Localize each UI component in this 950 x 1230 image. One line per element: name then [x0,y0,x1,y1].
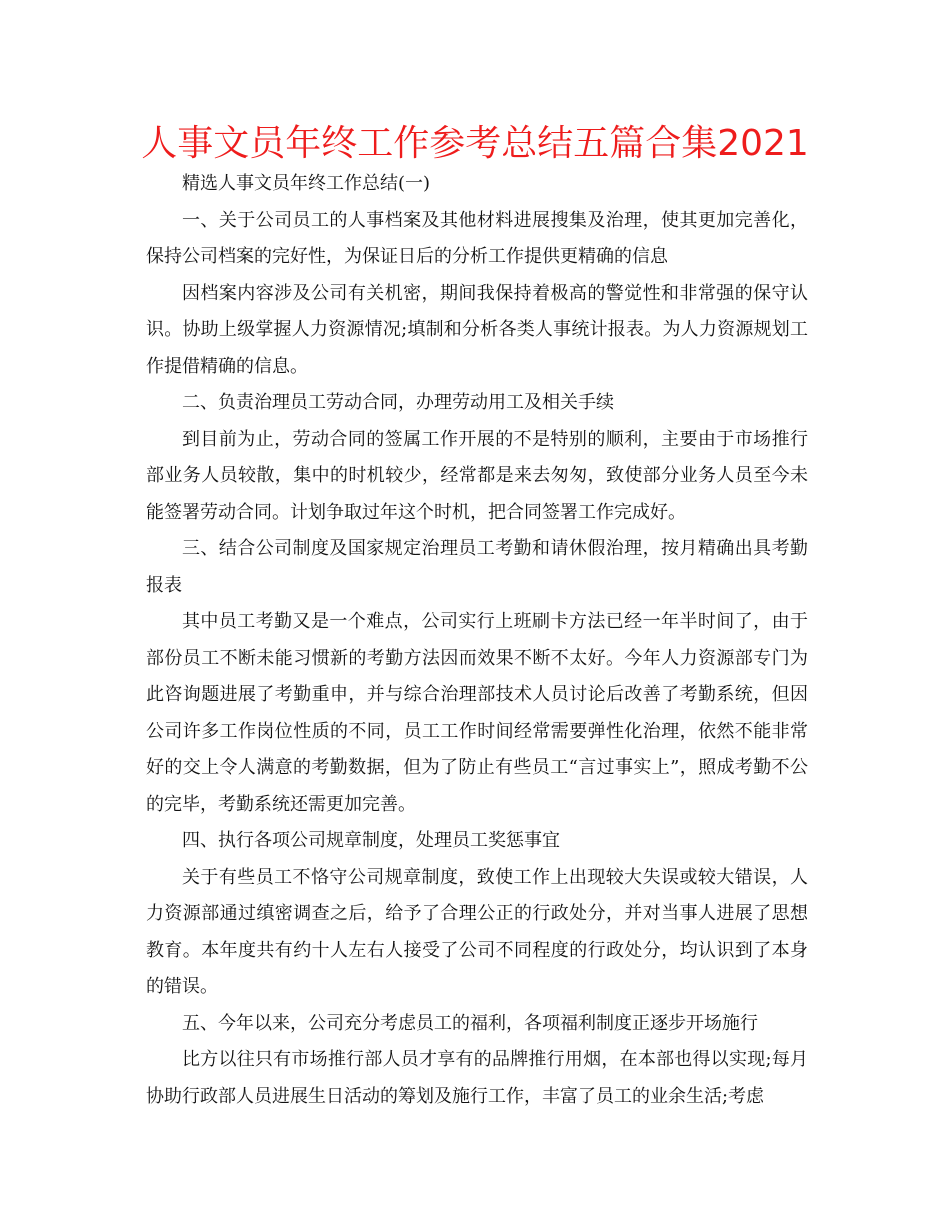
document-body [146,166,808,1115]
paragraph-section-3-body: 其中员工考勤又是一个难点，公司实行上班刷卡方法已经一年半时间了，由于部份员工不断未能习惯新的考勤方法因而效果不断不太好。今年人力资源部专门为此咨询题进展了考勤重申，并与综合治理部技术人员讨论后改善了考勤系统，但因公司许多工作岗位性质的不同，员工工作时间经常需要弹性化治理，依然不能非常好的交上令人满意的考勤数据，但为了防止有些员工“言过事实上”，照成考勤不公的完毕，考勤系统还需更加完善。 [146,611,808,815]
paragraph-section-3-heading: 三、结合公司制度及国家规定治理员工考勤和请休假治理，按月精确出具考勤报表 [146,538,808,596]
paragraph-subtitle: 精选人事文员年终工作总结(一) [182,173,431,194]
paragraph-section-5-heading: 五、今年以来，公司充分考虑员工的福利，各项福利制度正逐步开场施行 [182,1012,758,1034]
paragraph-section-1-heading: 一、关于公司员工的人事档案及其他材料进展搜集及治理，使其更加完善化，保持公司档案的完好性，为保证日后的分析工作提供更精确的信息 [146,209,808,267]
paragraph-section-2-heading: 二、负责治理员工劳动合同，办理劳动用工及相关手续 [182,392,614,413]
paragraph-section-1-body: 因档案内容涉及公司有关机密，期间我保持着极高的警觉性和非常强的保守认识。协助上级掌握人力资源情况;填制和分析各类人事统计报表。为人力资源规划工作提借精确的信息。 [146,282,808,377]
paragraph-section-5-body: 比方以往只有市场推行部人员才享有的品牌推行用烟，在本部也得以实现;每月协助行政部人员进展生日活动的筹划及施行工作，丰富了员工的业余生活;考虑 [146,1049,808,1107]
paragraph-section-4-heading: 四、执行各项公司规章制度，处理员工奖惩事宜 [182,830,560,851]
paragraph-section-2-body: 到目前为止，劳动合同的签属工作开展的不是特别的顺利，主要由于市场推行部业务人员较散，集中的时机较少，经常都是来去匆匆，致使部分业务人员至今未能签署劳动合同。计划争取过年这个时机，把合同签署工作完成好。 [146,428,808,523]
paragraph-section-4-body: 关于有些员工不恪守公司规章制度，致使工作上出现较大失误或较大错误，人力资源部通过缜密调查之后，给予了合理公正的行政处分，并对当事人进展了思想教育。本年度共有约十人左右人接受了公司不同程度的行政处分，均认识到了本身的错误。 [146,866,808,997]
document-title: 人事文员年终工作参考总结五篇合集2021 [141,123,809,164]
